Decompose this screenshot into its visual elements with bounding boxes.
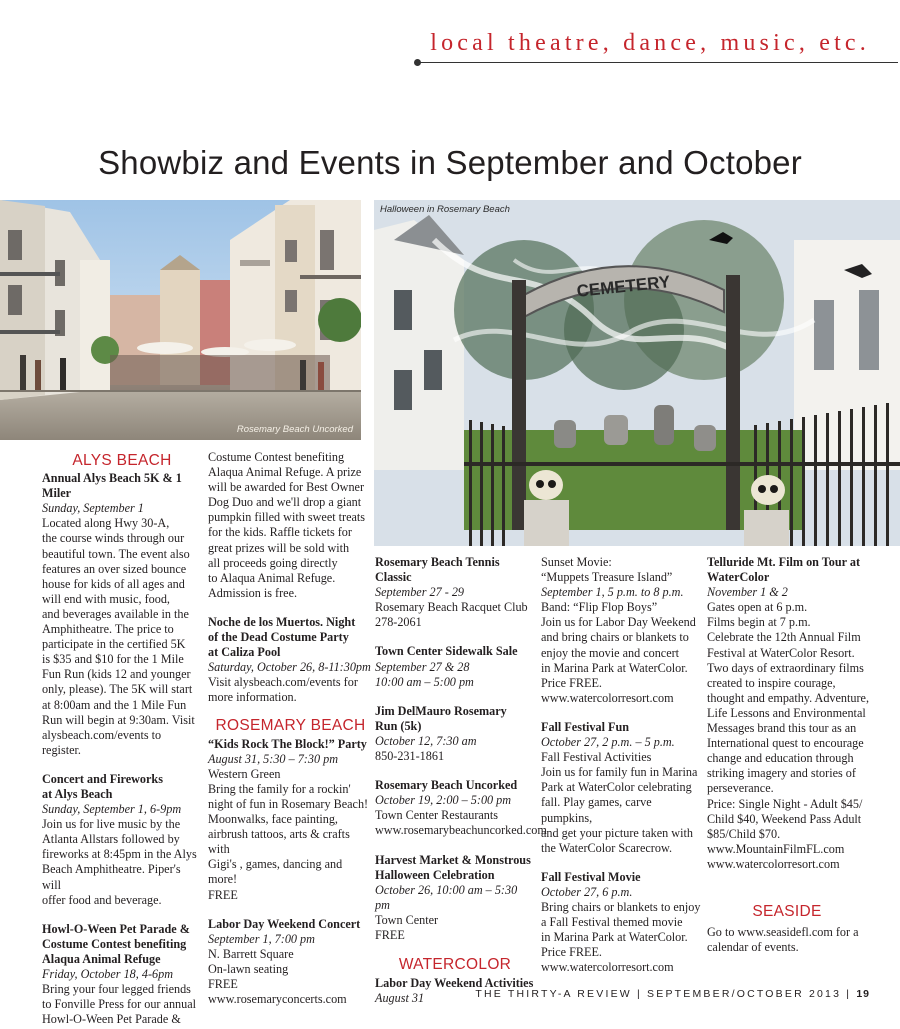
event-title: Harvest Market & Monstrous — [375, 852, 531, 867]
event-text: Amphitheatre. The price to — [42, 622, 174, 637]
section-heading-rosemary-beach: ROSEMARY BEACH — [215, 716, 366, 734]
cemetery-sign: CEMETERY — [575, 272, 672, 301]
event-text: Sunset Movie: — [541, 555, 612, 569]
section-heading-watercolor: WATERCOLOR — [398, 956, 512, 974]
event-text: Bring chairs or blankets to enjoy — [541, 899, 701, 914]
event-text: Run will begin at 9:30am. Visit — [42, 712, 195, 727]
event-title: Concert and Fireworks — [42, 771, 163, 786]
event-text[interactable]: www.watercolorresort.com — [707, 856, 840, 871]
event-text: $85/Child $70. — [707, 826, 781, 841]
event-text: Costume Contest benefiting — [208, 450, 345, 464]
event-date: Saturday, October 26, 8-11:30pm — [208, 660, 371, 675]
section-heading-seaside: SEASIDE — [752, 902, 822, 920]
event-text: and bring chairs or blankets to — [541, 630, 689, 645]
event-date: October 19, 2:00 – 5:00 pm — [375, 793, 512, 808]
event-text: Alaqua Animal Refuge. A prize — [208, 465, 362, 480]
event-title: at Caliza Pool — [208, 645, 281, 660]
event-text: fall. Play games, carve pumpkins, — [541, 795, 652, 825]
column-alys-beach — [42, 453, 202, 1027]
event-text: offer food and beverage. — [42, 892, 162, 907]
event-text: in Marina Park at WaterColor. — [541, 930, 688, 945]
event-text: Gigi's , games, dancing and more! — [208, 857, 343, 887]
event-text: more information. — [208, 690, 297, 705]
event-text: Admission is free. — [208, 585, 298, 600]
event-text: Messages brand this tour as an — [707, 721, 857, 736]
event-text: alysbeach.com/events to register. — [42, 727, 162, 757]
event-text: night of fun in Rosemary Beach! — [208, 796, 369, 811]
event-date: September 1, 5 p.m. to 8 p.m. — [541, 585, 684, 600]
event-text: On-lawn seating — [208, 961, 289, 976]
event-text: Band: “Flip Flop Boys” — [541, 600, 658, 615]
event-text: Go to www.seasidefl.com for a — [707, 925, 859, 940]
event-text: participate in the certified 5K — [42, 637, 186, 652]
event-text: Dog Duo and we'll drop a giant — [208, 495, 362, 510]
event-text: Gates open at 6 p.m. — [707, 600, 808, 615]
event-title: Jim DelMauro Rosemary — [375, 703, 507, 718]
event-text: to Alaqua Animal Refuge. — [208, 570, 336, 585]
event-text: Join us for Labor Day Weekend — [541, 615, 696, 630]
event-text: created to inspire courage, — [707, 675, 836, 690]
event-date: October 12, 7:30 am — [375, 733, 477, 748]
event-text: Price FREE. — [541, 945, 602, 960]
event-text: perseverance. — [707, 781, 774, 796]
event-text: house for kids of all ages and — [42, 576, 185, 591]
event-title: of the Dead Costume Party — [208, 630, 349, 645]
event-text: Howl-O-Ween Pet Parade & — [42, 1012, 181, 1027]
event-text: 278-2061 — [375, 615, 422, 630]
event-title: Fall Festival Fun — [541, 719, 630, 734]
event-text: and beverages available in the — [42, 606, 189, 621]
event-text: Films begin at 7 p.m. — [707, 615, 811, 630]
event-text: will be awarded for Best Owner — [208, 480, 365, 495]
event-text: Moonwalks, face painting, — [208, 812, 338, 827]
event-text: thought and empathy. Adventure, — [707, 690, 870, 705]
event-text: 850-231-1861 — [375, 749, 445, 764]
event-text: FREE — [208, 887, 238, 902]
event-date: September 27 & 28 — [375, 659, 470, 674]
event-text[interactable]: www.rosemarybeachuncorked.com — [375, 823, 547, 838]
event-text: Two days of extraordinary films — [707, 660, 864, 675]
event-text: Celebrate the 12th Annual Film — [707, 630, 861, 645]
column-watercolor-events — [541, 555, 701, 975]
event-title: Halloween Celebration — [375, 867, 495, 882]
event-text: Town Center Restaurants — [375, 808, 499, 823]
event-date: 10:00 am – 5:00 pm — [375, 674, 474, 689]
event-text: calendar of events. — [707, 940, 799, 955]
event-date: Sunday, September 1 — [42, 501, 144, 516]
event-date: August 31 — [375, 991, 425, 1006]
event-title: WaterColor — [707, 570, 770, 585]
event-text: will end with music, food, — [42, 591, 170, 606]
event-text: is $35 and $10 for the 1 Mile — [42, 652, 184, 667]
event-text: Bring the family for a rockin' — [208, 781, 351, 796]
page-number: 19 — [856, 988, 870, 1000]
event-title: Alaqua Animal Refuge — [42, 951, 161, 966]
event-text[interactable]: www.watercolorresort.com — [541, 960, 674, 975]
event-text: striking imagery and stories of — [707, 766, 856, 781]
event-title: Run (5k) — [375, 718, 422, 733]
event-text: Located along Hwy 30-A, — [42, 516, 170, 531]
photo-caption: Rosemary Beach Uncorked — [236, 424, 353, 435]
event-text: to Fonville Press for our annual — [42, 997, 197, 1012]
event-text: FREE — [208, 977, 238, 991]
event-text: Festival at WaterColor Resort. — [707, 645, 855, 660]
event-text: Park at WaterColor celebrating — [541, 780, 692, 795]
event-title: Labor Day Weekend Concert — [208, 916, 361, 931]
section-heading-alys-beach: ALYS BEACH — [72, 452, 172, 469]
footer-publication: THE THIRTY-A REVIEW | SEPTEMBER/OCTOBER 2013 | — [475, 988, 852, 1000]
event-date: October 27, 6 p.m. — [541, 884, 633, 899]
event-text: all proceeds going directly — [208, 555, 338, 570]
event-title: Noche de los Muertos. Night — [208, 614, 356, 629]
event-date: September 1, 7:00 pm — [208, 931, 315, 946]
column-alys-rosemary — [208, 450, 373, 1007]
halloween-rosemary-beach-photo — [374, 200, 900, 546]
event-text: Beach Amphitheatre. Piper's will — [42, 862, 181, 892]
event-title: Town Center Sidewalk Sale — [375, 644, 518, 659]
rosemary-beach-street-photo — [0, 200, 361, 440]
event-text: Join us for live music by the — [42, 817, 181, 832]
event-text: Price FREE. — [541, 675, 602, 690]
event-text: Price: Single Night - Adult $45/ — [707, 796, 863, 811]
event-text: Western Green — [208, 766, 281, 781]
event-title: Rosemary Beach Tennis Classic — [375, 555, 500, 585]
column-rosemary-events — [375, 555, 547, 1006]
event-text: features an over sized bounce — [42, 561, 187, 576]
event-date: October 27, 2 p.m. – 5 p.m. — [541, 735, 675, 750]
event-title: Howl-O-Ween Pet Parade & — [42, 921, 190, 936]
event-text: Fall Festival Activities — [541, 750, 652, 765]
event-text: International quest to encourage — [707, 736, 864, 751]
event-text[interactable]: www.rosemaryconcerts.com — [208, 992, 347, 1007]
header-rule-dot — [414, 59, 421, 66]
section-tag: local theatre, dance, music, etc. — [430, 30, 870, 56]
page-title: Showbiz and Events in September and October — [98, 144, 802, 181]
event-text: Join us for family fun in Marina — [541, 765, 698, 780]
event-text: pumpkin filled with sweet treats — [208, 510, 366, 525]
event-title: Rosemary Beach Uncorked — [375, 778, 518, 793]
column-telluride-seaside — [707, 555, 882, 955]
event-text: fireworks at 8:45pm in the Alys — [42, 847, 197, 862]
event-text: N. Barrett Square — [208, 946, 294, 961]
event-text: Atlanta Allstars followed by — [42, 832, 180, 847]
event-title: “Kids Rock The Block!” Party — [208, 736, 367, 751]
event-text: Rosemary Beach Racquet Club — [375, 600, 528, 615]
event-text: Child $40, Weekend Pass Adult — [707, 811, 862, 826]
event-title: Telluride Mt. Film on Tour at — [707, 555, 861, 569]
event-text: FREE — [375, 927, 405, 942]
event-text: a Fall Festival themed movie — [541, 915, 683, 930]
event-text: Visit alysbeach.com/events for — [208, 675, 358, 690]
event-date: October 26, 10:00 am – 5:30 pm — [375, 882, 518, 912]
event-text: beautiful town. The event also — [42, 546, 190, 561]
event-title: Annual Alys Beach 5K & 1 Miler — [42, 471, 182, 501]
page-footer — [475, 988, 870, 1000]
event-text: the course winds through our — [42, 531, 185, 546]
event-text: “Muppets Treasure Island” — [541, 570, 673, 585]
event-text: great prizes will be sold with — [208, 540, 350, 555]
event-title: Costume Contest benefiting — [42, 936, 187, 951]
event-text: at 8:00am and the 1 Mile Fun — [42, 697, 187, 712]
event-text: Bring your four legged friends — [42, 982, 191, 997]
event-text: Life Lessons and Environmental — [707, 705, 866, 720]
event-text: enjoy the movie and concert — [541, 645, 680, 660]
event-title: at Alys Beach — [42, 786, 113, 801]
event-date: September 27 - 29 — [375, 585, 465, 600]
event-date: Friday, October 18, 4-6pm — [42, 967, 173, 981]
event-text[interactable]: www.MountainFilmFL.com — [707, 841, 845, 856]
event-text: change and education through — [707, 751, 854, 766]
event-text: for the kids. Raffle tickets for — [208, 525, 352, 540]
event-title: Fall Festival Movie — [541, 869, 641, 884]
photo-caption: Halloween in Rosemary Beach — [380, 204, 510, 215]
event-text: and get your picture taken with — [541, 825, 693, 840]
event-text: in Marina Park at WaterColor. — [541, 660, 688, 675]
event-date: November 1 & 2 — [707, 585, 788, 600]
event-text: Fun Run (kids 12 and younger — [42, 667, 191, 682]
event-text[interactable]: www.watercolorresort.com — [541, 690, 674, 705]
event-title: Labor Day Weekend Activities — [375, 976, 534, 991]
event-text: airbrush tattoos, arts & crafts with — [208, 827, 350, 857]
event-text: Town Center — [375, 912, 439, 927]
event-date: Sunday, September 1, 6-9pm — [42, 802, 182, 817]
header-rule — [418, 62, 898, 63]
event-text: only, please). The 5K will start — [42, 682, 193, 697]
event-date: August 31, 5:30 – 7:30 pm — [208, 751, 338, 766]
event-text: the WaterColor Scarecrow. — [541, 840, 672, 855]
